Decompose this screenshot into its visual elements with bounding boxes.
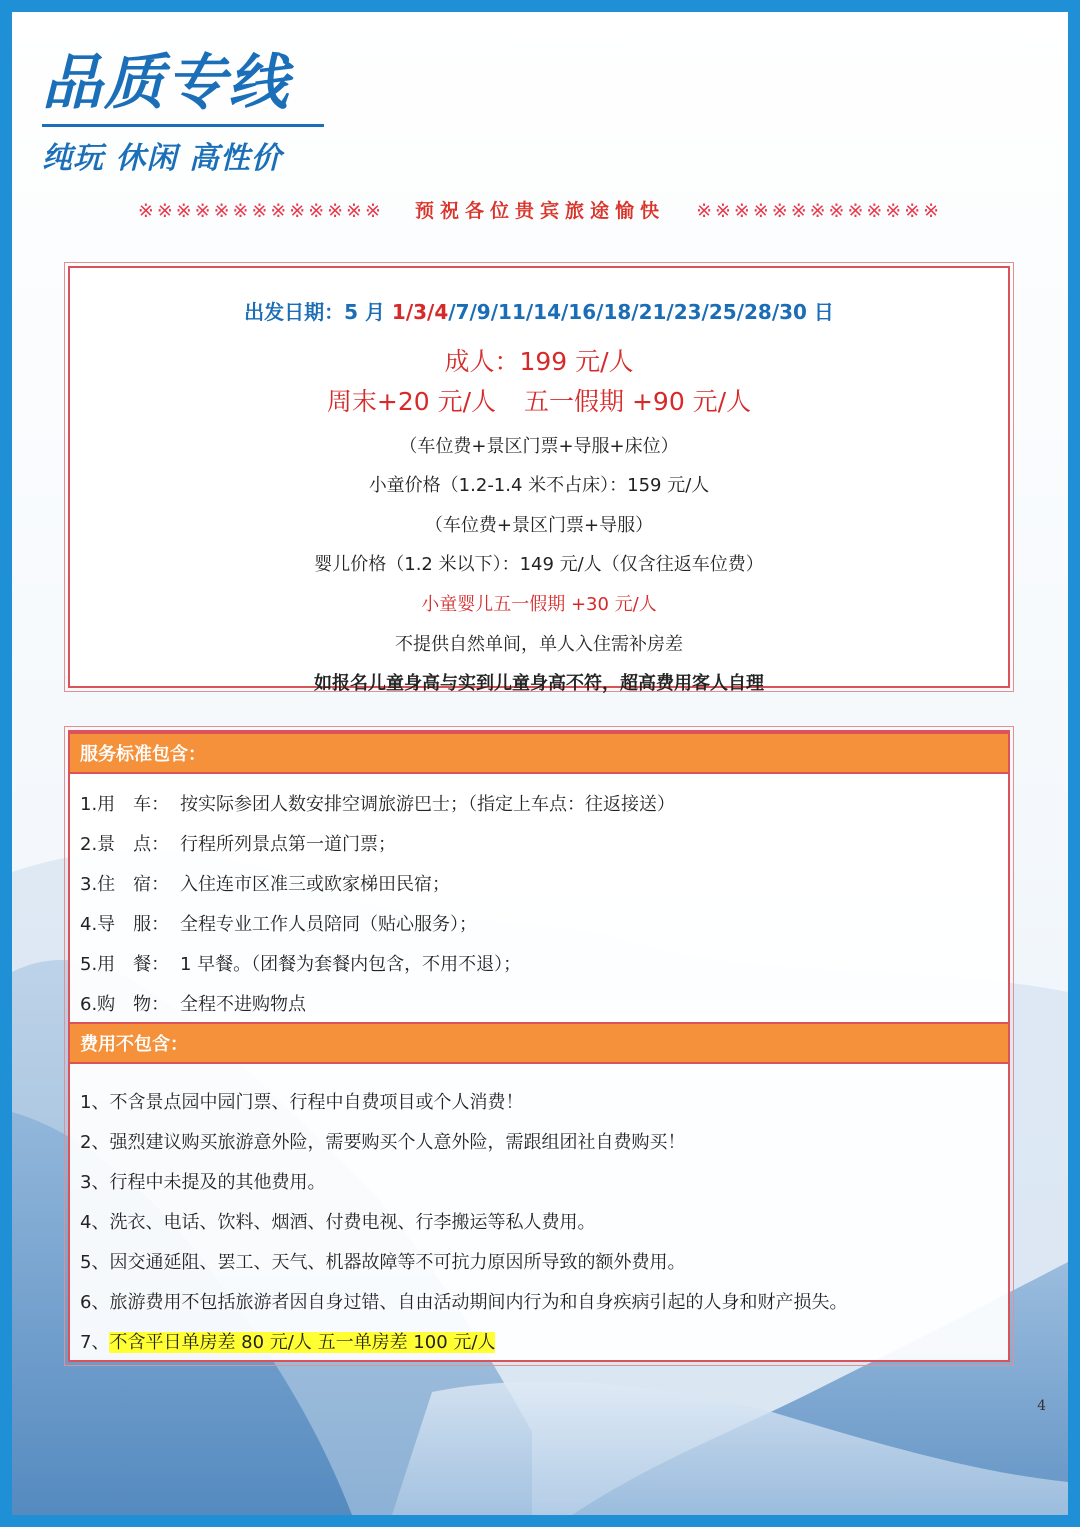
list-item: 4、洗衣、电话、饮料、烟酒、付费电视、行李搬运等私人费用。 [80,1212,596,1233]
price-box [68,266,1010,694]
page-number: 4 [1037,1398,1046,1414]
child-price: 小童价格（1.2-1.4 米不占床）：159 元/人 [368,475,710,496]
brand-divider [42,124,324,127]
infant-price: 婴儿价格（1.2 米以下）：149 元/人（仅含往返车位费） [314,554,764,575]
list-item: 3、行程中未提及的其他费用。 [80,1172,326,1193]
list-item [80,1330,495,1356]
list-item: 3.住 宿： 入住连市区准三或欧家梯田民宿； [80,874,450,895]
surcharge-line [70,382,1008,418]
list-item: 6.购 物： 全程不进购物点 [80,994,306,1015]
list-item: 4.导 服： 全程专业工作人员陪同（贴心服务）； [80,914,477,935]
weekend-surcharge: 周末+20 元/人 [326,387,497,416]
excluded-header: 费用不包含： [70,1022,1008,1064]
list-item: 1、不含景点园中园门票、行程中自费项目或个人消费！ [80,1092,524,1113]
adult-inclusions: （车位费+景区门票+导服+床位） [399,436,679,457]
list-item: 2.景 点： 行程所列景点第一道门票； [80,834,396,855]
decorative-stars-left: ※※※※※※※※※※※※※ [137,200,384,222]
list-item: 5、因交通延阻、罢工、天气、机器故障等不可抗力原因所导致的额外费用。 [80,1252,686,1273]
brand-title: 品质专线 [42,48,290,118]
child-holiday-surcharge: 小童婴儿五一假期 +30 元/人 [421,594,657,615]
single-room-note: 不提供自然单间，单人入住需补房差 [395,634,683,655]
brand-tagline: 纯玩 休闲 高性价 [42,141,282,176]
departure-days-highlight: 1/3/4 [391,300,449,324]
departure-dates [70,296,1008,325]
child-height-note: 如报名儿童身高与实到儿童身高不符，超高费用客人自理 [314,673,764,694]
greeting-banner [12,196,1068,223]
list-item: 5.用 餐： 1 早餐。（团餐为套餐内包含，不用不退）； [80,954,522,975]
departure-days-rest: /7/9/11/14/16/18/21/23/25/28/30 日 [448,300,834,324]
list-item: 6、旅游费用不包括旅游者因自身过错、自由活动期间内行为和自身疾病引起的人身和财产损失。 [80,1292,848,1313]
greeting-message: 预祝各位贵宾旅途愉快 [414,200,665,222]
highlighted-room-surcharge: 不含平日单房差 80 元/人 五一单房差 100 元/人 [109,1332,496,1353]
decorative-stars-right: ※※※※※※※※※※※※※ [696,200,943,222]
included-header: 服务标准包含： [70,732,1008,774]
departure-month: 5 月 [344,300,392,324]
list-item: 1.用 车： 按实际参团人数安排空调旅游巴士；（指定上车点：往返接送） [80,794,675,815]
adult-price: 成人：199 元/人 [444,347,634,376]
child-inclusions: （车位费+景区门票+导服） [424,515,654,536]
departure-label: 出发日期： [244,300,345,324]
item-prefix: 7、 [80,1332,110,1353]
holiday-surcharge: 五一假期 +90 元/人 [524,387,752,416]
list-item: 2、强烈建议购买旅游意外险，需要购买个人意外险，需跟组团社自费购买！ [80,1132,686,1153]
services-box [68,730,1010,1362]
brand-logo [42,48,342,177]
